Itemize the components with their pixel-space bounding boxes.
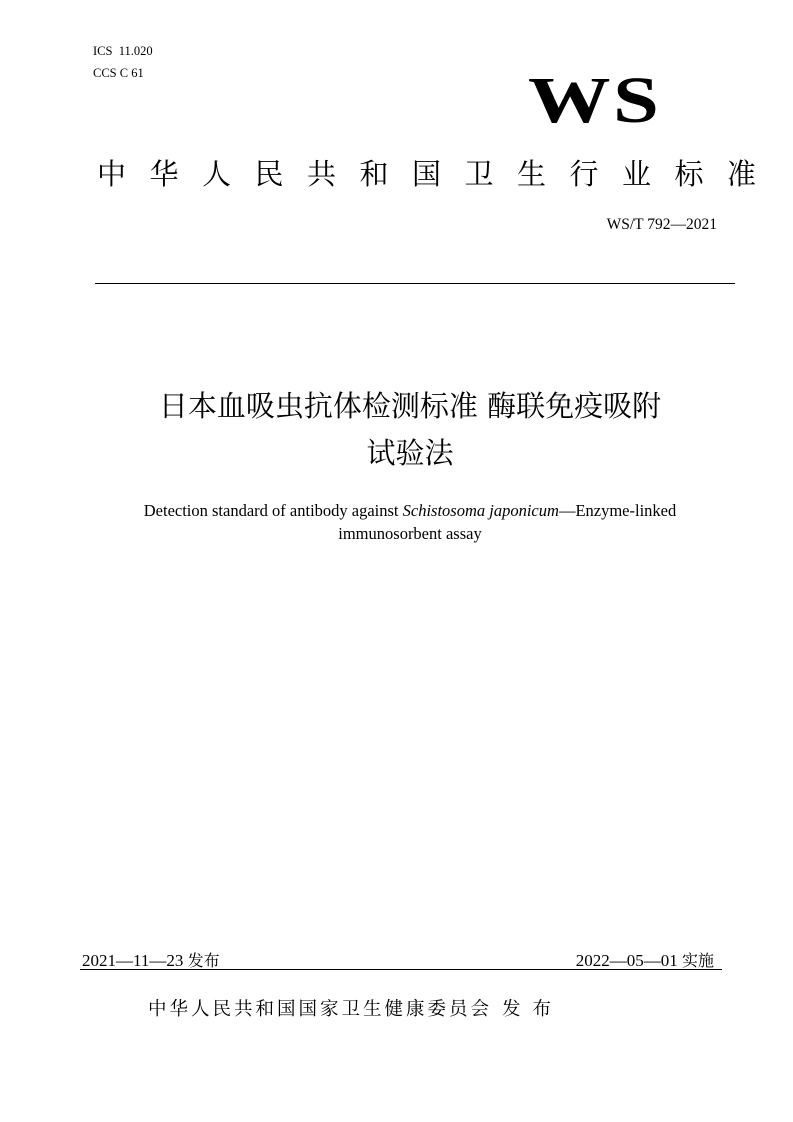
title-en-part2: —Enzyme-linked: [558, 501, 677, 520]
sector-title: 中华人民共和国卫生行业标准: [97, 157, 780, 191]
publisher: [148, 995, 563, 1021]
issue-date-value: 2021—11—23: [82, 951, 184, 970]
publisher-action: 发布: [502, 999, 564, 1020]
title-en-line2: immunosorbent assay: [338, 524, 482, 543]
publisher-name: 中华人民共和国国家卫生健康委员会: [148, 999, 493, 1020]
title-en-species: Schistosoma japonicum: [402, 501, 559, 520]
divider: [95, 283, 735, 284]
implement-date-label: 实施: [681, 951, 714, 970]
ccs-code: CCS C 61: [93, 66, 144, 80]
title-cn-line2: 试验法: [366, 436, 454, 470]
ics-code: ICS 11.020: [93, 44, 153, 58]
issue-date: [82, 948, 220, 971]
date-divider: [80, 969, 722, 970]
implement-date: [576, 948, 714, 971]
title-en-part1: Detection standard of antibody against: [143, 501, 403, 520]
ws-logo: WS: [528, 64, 662, 137]
title-english: [60, 499, 760, 545]
title-chinese: [60, 383, 760, 477]
implement-date-value: 2022—05—01: [575, 951, 678, 970]
title-cn-line1: 日本血吸虫抗体检测标准 酶联免疫吸附: [158, 389, 662, 423]
issue-date-label: 发布: [187, 951, 220, 970]
standard-number: WS/T 792—2021: [606, 216, 717, 233]
classification-codes: [93, 40, 153, 84]
